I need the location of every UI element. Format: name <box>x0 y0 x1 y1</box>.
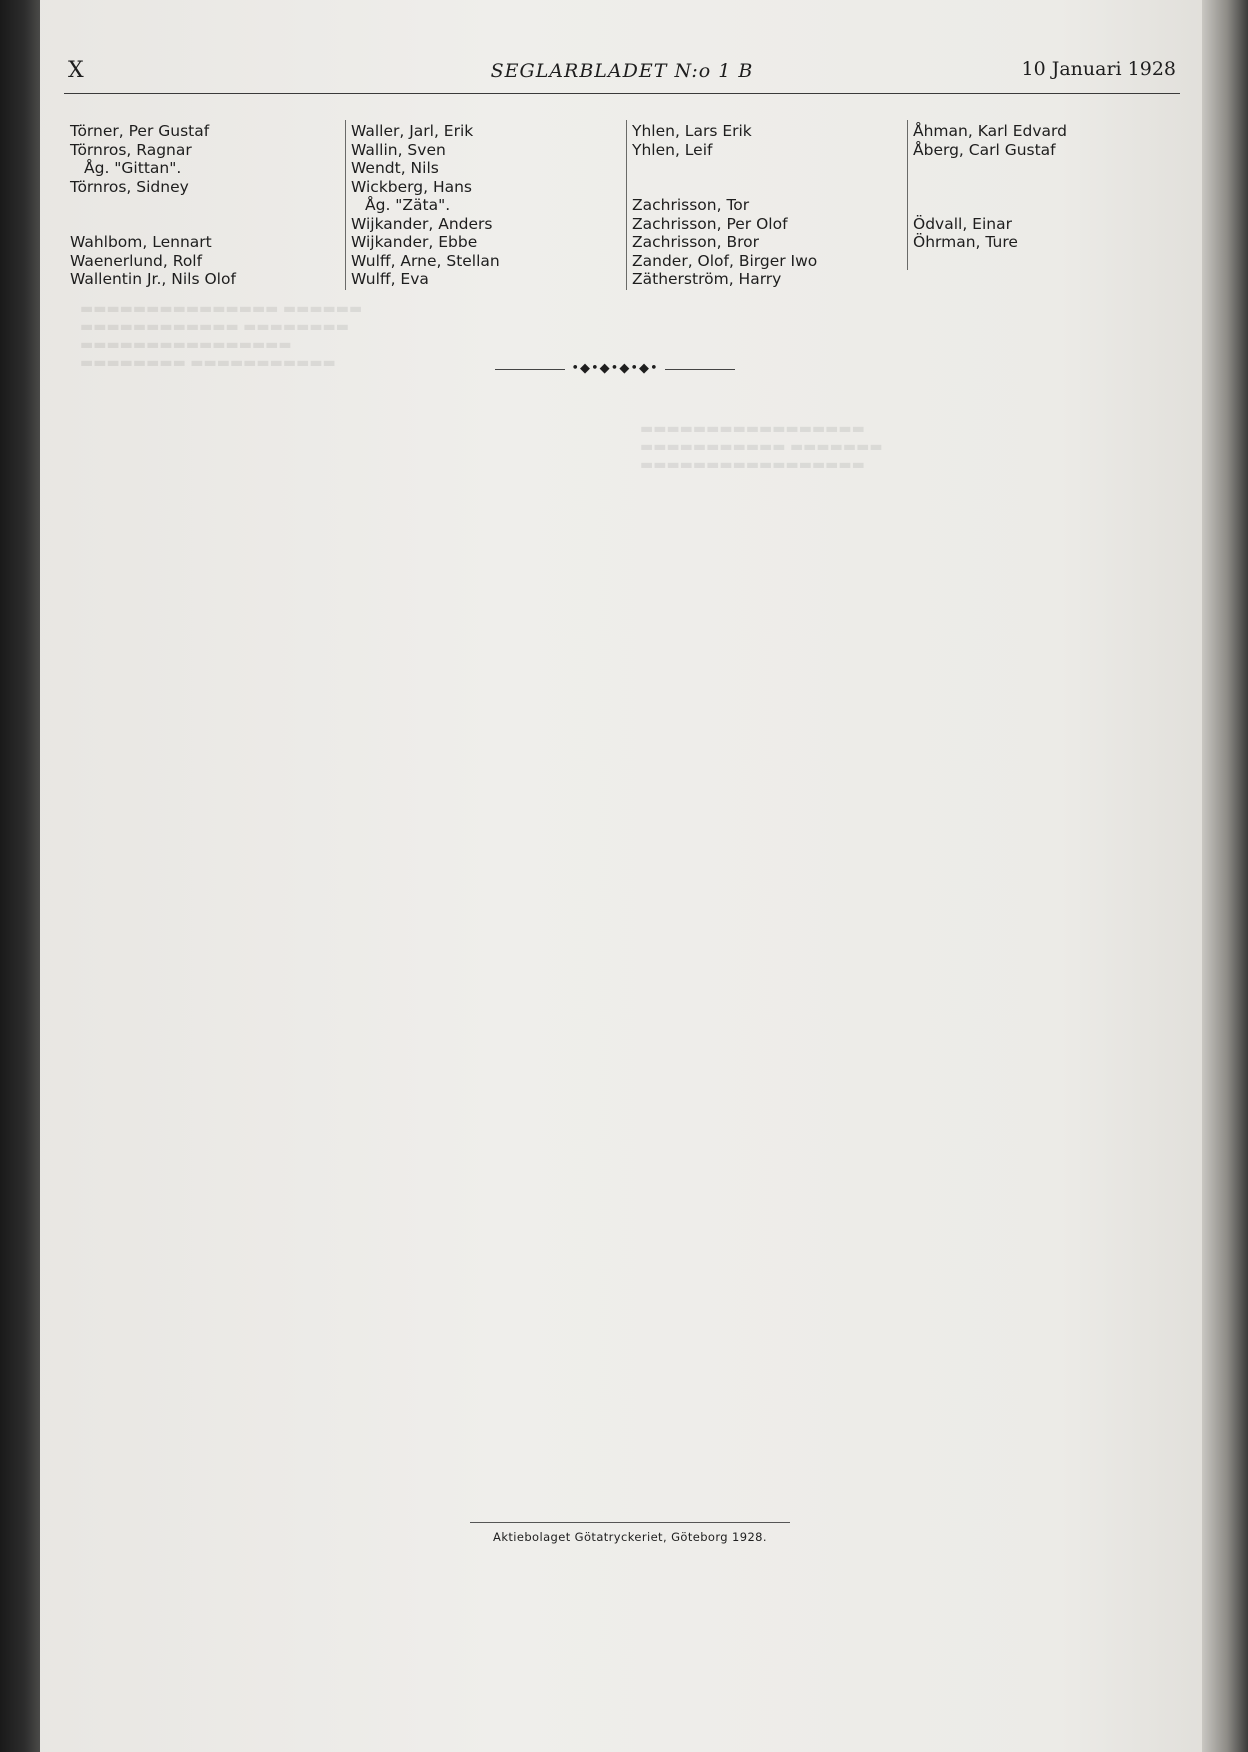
member-entry: Ödvall, Einar <box>913 214 1012 233</box>
section-ornament <box>495 359 735 379</box>
member-entry: Åhman, Karl Edvard <box>913 122 1067 140</box>
member-entry: Öhrman, Ture <box>913 233 1018 251</box>
member-entry: Yhlen, Lars Erik <box>632 122 752 140</box>
member-entry: Törnros, Sidney <box>70 177 189 196</box>
member-entry: Wallentin Jr., Nils Olof <box>70 270 236 288</box>
page-edge-shadow <box>1202 0 1248 1752</box>
member-entry: Wendt, Nils <box>351 159 439 177</box>
member-entry: Zander, Olof, Birger Iwo <box>632 251 818 270</box>
member-column-4 <box>913 122 1183 252</box>
member-entry: Åberg, Carl Gustaf <box>913 140 1056 159</box>
member-entry: Wulff, Arne, Stellan <box>351 251 500 270</box>
bleed-through-texture: ▬▬▬▬▬▬▬▬▬▬▬▬▬▬▬▬▬ ▬▬▬▬▬▬▬▬▬▬▬ ▬▬▬▬▬▬▬ ▬▬▬▬▬▬▬▬▬▬▬▬▬▬▬▬▬ <box>640 421 883 473</box>
binding-spine <box>0 0 40 1752</box>
member-column-1 <box>70 122 340 289</box>
header-divider <box>64 93 1180 94</box>
column-divider <box>907 120 908 270</box>
footer-divider <box>470 1522 790 1523</box>
member-entry: Waller, Jarl, Erik <box>351 122 474 140</box>
page-header <box>68 58 1176 88</box>
member-entry: Wickberg, Hans <box>351 177 473 196</box>
member-column-2 <box>351 122 621 289</box>
page-number: X <box>68 58 84 83</box>
issue-date: 10 Januari 1928 <box>1021 58 1176 80</box>
member-entry: Wijkander, Anders <box>351 214 493 233</box>
member-entry: Wijkander, Ebbe <box>351 233 478 251</box>
ornament-dots: •◆•◆•◆•◆• <box>571 361 659 376</box>
member-entry: Yhlen, Leif <box>632 140 713 159</box>
member-entry: Waenerlund, Rolf <box>70 251 203 270</box>
member-entry: Zachrisson, Tor <box>632 196 750 214</box>
member-entry: Törner, Per Gustaf <box>70 122 210 140</box>
member-entry: Wulff, Eva <box>351 270 429 288</box>
boat-name: Åg. "Gittan". <box>84 159 182 177</box>
member-entry: Törnros, Ragnar <box>70 140 192 159</box>
column-divider <box>345 120 346 290</box>
boat-name: Åg. "Zäta". <box>365 196 451 214</box>
member-entry: Zachrisson, Bror <box>632 233 759 251</box>
member-column-3 <box>632 122 902 289</box>
journal-title: SEGLARBLADET N:o 1 B <box>490 60 754 82</box>
member-entry: Wahlbom, Lennart <box>70 233 212 251</box>
member-entry: Zachrisson, Per Olof <box>632 214 788 233</box>
member-entry: Wallin, Sven <box>351 140 446 159</box>
member-entry: Zätherström, Harry <box>632 270 782 288</box>
bleed-through-texture: ▬▬▬▬▬▬▬▬▬▬▬▬▬▬▬ ▬▬▬▬▬▬ ▬▬▬▬▬▬▬▬▬▬▬▬ ▬▬▬▬▬▬▬▬ ▬▬▬▬▬▬▬▬▬▬▬▬▬▬▬▬ ▬▬▬▬▬▬▬▬ ▬▬▬▬▬▬▬▬▬▬▬ <box>80 301 363 371</box>
printer-imprint: Aktiebolaget Götatryckeriet, Göteborg 1928. <box>493 1530 767 1544</box>
column-divider <box>626 120 627 290</box>
